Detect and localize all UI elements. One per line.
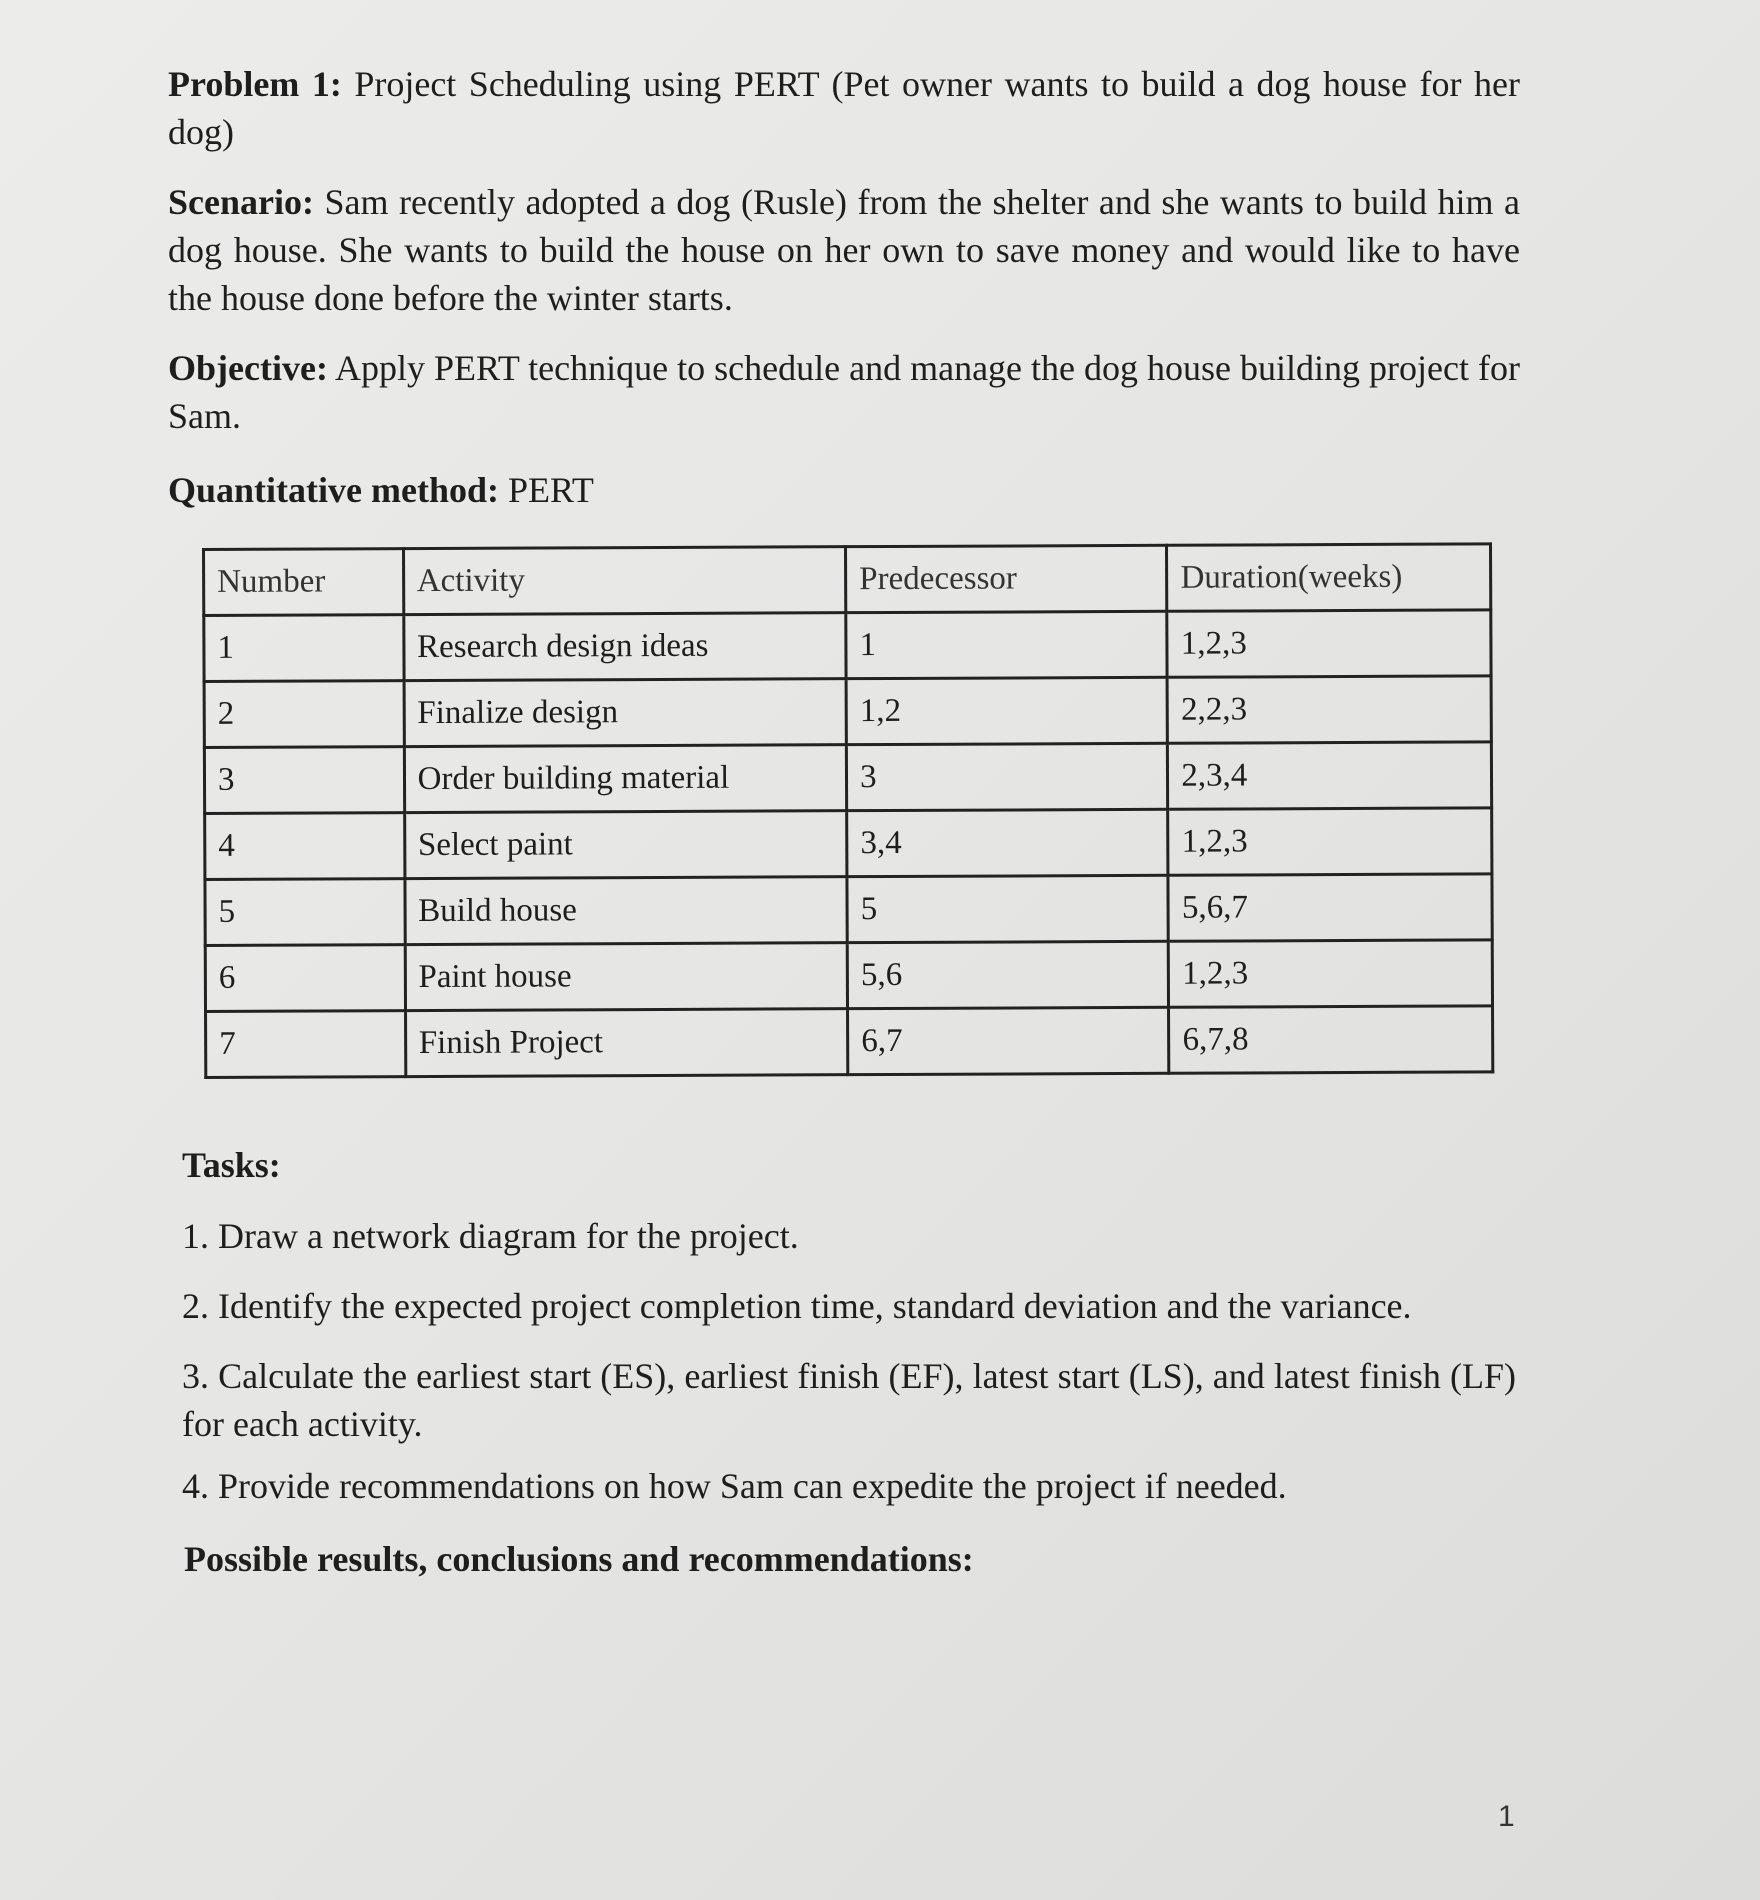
objective-text: Apply PERT technique to schedule and manage the dog house building project for Sam.	[168, 348, 1520, 436]
header-activity: Activity	[403, 547, 846, 615]
task-item: 2. Identify the expected project completion time, standard deviation and the variance.	[182, 1286, 1412, 1326]
method-paragraph	[168, 466, 1520, 514]
tasks-heading: Tasks:	[182, 1145, 281, 1185]
table-row	[204, 676, 1491, 748]
header-predecessor: Predecessor	[846, 545, 1168, 612]
cell-activity: Research design ideas	[403, 613, 846, 681]
scenario-label: Scenario:	[168, 182, 314, 222]
cell-activity: Select paint	[404, 811, 847, 879]
page-number: 1	[1498, 1800, 1515, 1833]
cell-predecessor: 3	[846, 743, 1168, 810]
table-row	[205, 808, 1492, 880]
cell-duration: 2,2,3	[1167, 676, 1491, 743]
cell-duration: 1,2,3	[1168, 808, 1492, 875]
cell-number: 7	[206, 1011, 406, 1078]
cell-number: 1	[204, 615, 404, 682]
cell-predecessor: 1	[846, 611, 1168, 678]
table-row	[205, 940, 1492, 1012]
table-row	[205, 874, 1492, 946]
problem-label: Problem 1:	[168, 64, 342, 104]
table-row	[206, 1006, 1493, 1078]
scenario-text: Sam recently adopted a dog (Rusle) from the shelter and she wants to build him a dog house. She wants to build the house on her own to save money and would like to have the house done before the winter starts.	[168, 182, 1520, 318]
cell-duration: 1,2,3	[1169, 940, 1493, 1007]
cell-activity: Build house	[405, 877, 848, 945]
problem-text: Project Scheduling using PERT (Pet owner wants to build a dog house for her dog)	[168, 64, 1520, 152]
cell-number: 4	[205, 813, 405, 880]
cell-predecessor: 6,7	[848, 1007, 1170, 1074]
cell-number: 5	[205, 879, 405, 946]
cell-predecessor: 5,6	[847, 941, 1169, 1008]
cell-predecessor: 3,4	[847, 809, 1169, 876]
cell-activity: Paint house	[405, 943, 848, 1011]
method-text: PERT	[498, 470, 594, 510]
table-row	[204, 610, 1491, 682]
header-duration: Duration(weeks)	[1167, 544, 1491, 611]
cell-number: 2	[204, 681, 404, 748]
objective-paragraph	[168, 344, 1520, 440]
cell-activity: Order building material	[404, 745, 847, 813]
problem-statement	[168, 60, 1520, 156]
objective-label: Objective:	[168, 348, 328, 388]
cell-number: 3	[204, 747, 404, 814]
table-header-row	[204, 544, 1491, 616]
activity-table	[202, 542, 1494, 1079]
task-item: 4. Provide recommendations on how Sam can expedite the project if needed.	[182, 1466, 1287, 1506]
table-row	[204, 742, 1491, 814]
cell-predecessor: 5	[847, 875, 1169, 942]
cell-predecessor: 1,2	[846, 677, 1168, 744]
cell-duration: 2,3,4	[1168, 742, 1492, 809]
header-number: Number	[204, 549, 404, 616]
cell-duration: 5,6,7	[1168, 874, 1492, 941]
cell-duration: 6,7,8	[1169, 1006, 1493, 1073]
task-item: 1. Draw a network diagram for the project.	[182, 1216, 799, 1256]
task-item: 3. Calculate the earliest start (ES), earliest finish (EF), latest start (LS), and latest finish (LF) for each activity.	[182, 1356, 1516, 1444]
cell-activity: Finish Project	[405, 1009, 848, 1077]
results-heading: Possible results, conclusions and recommendations:	[184, 1539, 974, 1579]
method-label: Quantitative method:	[168, 470, 499, 510]
cell-number: 6	[205, 945, 405, 1012]
cell-activity: Finalize design	[404, 679, 847, 747]
scenario-paragraph	[168, 178, 1520, 322]
cell-duration: 1,2,3	[1167, 610, 1491, 677]
